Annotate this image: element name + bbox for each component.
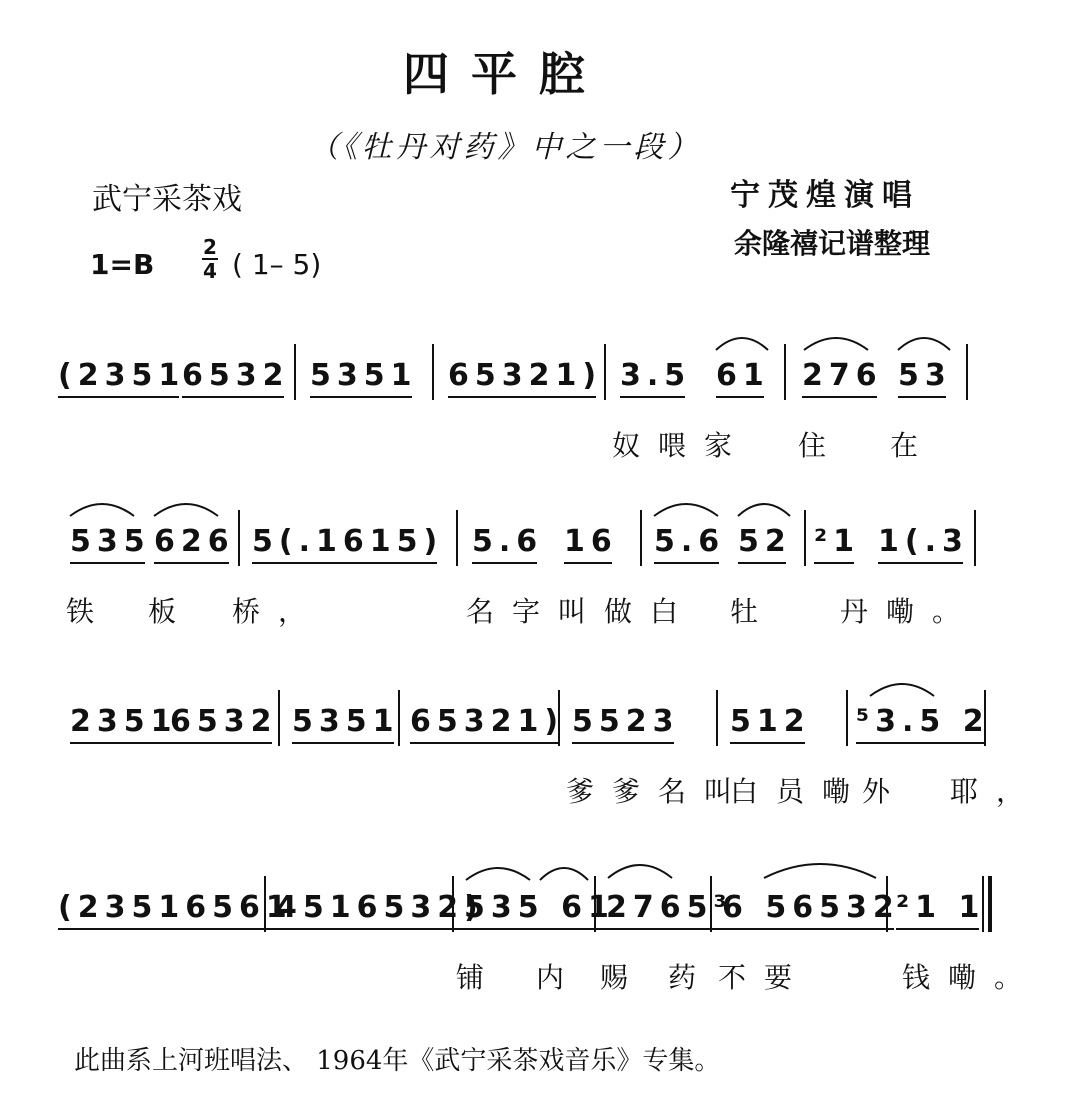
lyric: 铺 <box>456 961 503 994</box>
barline <box>710 876 712 932</box>
note-group: 535 61 <box>464 890 615 925</box>
note-group: 65321) <box>448 358 602 393</box>
lyric: 药 <box>668 961 715 994</box>
slur-mark <box>760 856 880 882</box>
lyric: 白员嘞 <box>730 775 869 808</box>
note-group: 5.6 <box>654 524 725 559</box>
time-signature-bottom: 4 <box>203 259 217 283</box>
duration-underline <box>722 928 894 930</box>
duration-underline <box>252 562 437 564</box>
barline <box>984 690 986 746</box>
lyric: 住 <box>798 429 845 462</box>
note-group: 5(.1615) <box>252 524 443 559</box>
barline <box>238 510 240 566</box>
time-signature-top: 2 <box>203 235 217 259</box>
note-group: 2351 <box>70 704 178 739</box>
duration-underline <box>730 742 805 744</box>
duration-underline <box>182 396 284 398</box>
lyric: 内 <box>536 961 583 994</box>
note-group: 535 <box>70 524 151 559</box>
note-group: 65321) <box>410 704 564 739</box>
note-group: 5.6 <box>472 524 543 559</box>
slur-mark <box>894 330 954 354</box>
barline <box>640 510 642 566</box>
note-group: (2351 <box>58 358 185 393</box>
lyric: 桥， <box>232 595 325 628</box>
singer-credit: 宁茂煌演唱 <box>730 178 920 213</box>
note-group: 3.5 <box>620 358 691 393</box>
barline <box>974 510 976 566</box>
note-group: ²1 <box>814 524 860 559</box>
note-group: 61 <box>716 358 770 393</box>
duration-underline <box>58 396 179 398</box>
note-group: 2765³ <box>606 890 733 925</box>
slur-mark <box>800 330 872 354</box>
note-group: 5351 <box>292 704 400 739</box>
note-group: 53 <box>898 358 952 393</box>
barline <box>558 690 560 746</box>
lyric: 外 <box>862 775 909 808</box>
barline <box>966 344 968 400</box>
slur-mark <box>650 496 722 520</box>
duration-underline <box>410 742 558 744</box>
note-group: 52 <box>738 524 792 559</box>
barline <box>804 510 806 566</box>
duration-underline <box>276 928 478 930</box>
lyric: 奴喂家 <box>612 429 751 462</box>
duration-underline <box>814 562 854 564</box>
note-group: 4516532) <box>276 890 484 925</box>
duration-underline <box>170 742 272 744</box>
duration-underline <box>716 396 764 398</box>
time-signature <box>200 236 220 282</box>
duration-underline <box>654 562 719 564</box>
barline <box>264 876 266 932</box>
lyric: 铁 <box>66 595 113 628</box>
barline <box>294 344 296 400</box>
lyric: 牡 <box>730 595 777 628</box>
lyric: 板 <box>148 595 195 628</box>
duration-underline <box>448 396 596 398</box>
barline <box>604 344 606 400</box>
genre-label: 武宁采茶戏 <box>92 182 242 217</box>
duration-underline <box>898 396 946 398</box>
barline <box>846 690 848 746</box>
intro-notes: ( 1– 5) <box>232 248 322 281</box>
lyric: 耶， <box>950 775 1043 808</box>
barline <box>784 344 786 400</box>
lyric: 爹爹名叫 <box>566 775 751 808</box>
note-group: 276 <box>802 358 883 393</box>
note-group: (23516561 <box>58 890 293 925</box>
barline <box>432 344 434 400</box>
slur-mark <box>66 496 138 520</box>
slur-mark <box>150 496 222 520</box>
duration-underline <box>606 928 727 930</box>
duration-underline <box>802 396 877 398</box>
final-double-barline <box>982 876 992 932</box>
duration-underline <box>564 562 612 564</box>
duration-underline <box>292 742 394 744</box>
duration-underline <box>620 396 685 398</box>
duration-underline <box>70 742 172 744</box>
duration-underline <box>154 562 229 564</box>
duration-underline <box>572 742 674 744</box>
note-group: ²1 1 <box>896 890 985 925</box>
note-group: 6532 <box>170 704 278 739</box>
arranger-credit: 余隆禧记谱整理 <box>734 227 931 260</box>
duration-underline <box>58 928 287 930</box>
lyric: 丹嘞。 <box>840 595 979 628</box>
note-group: 512 <box>730 704 811 739</box>
note-group: 626 <box>154 524 235 559</box>
footnote: 此曲系上河班唱法、 1964年《武宁采茶戏音乐》专集。 <box>74 1046 721 1076</box>
barline <box>398 690 400 746</box>
lyric: 钱嘞。 <box>902 961 1041 994</box>
lyric: 在 <box>890 429 937 462</box>
note-group: 1(.3 <box>878 524 969 559</box>
duration-underline <box>472 562 537 564</box>
slur-mark <box>536 860 592 884</box>
slur-mark <box>462 860 534 884</box>
note-group: 6532 <box>182 358 290 393</box>
note-group: 5351 <box>310 358 418 393</box>
key-signature: 1=B <box>90 248 155 281</box>
barline <box>594 876 596 932</box>
duration-underline <box>464 928 609 930</box>
note-group: 5523 <box>572 704 680 739</box>
note-group: ⁵3.5 2 <box>856 704 990 739</box>
lyric: 不要 <box>718 961 811 994</box>
barline <box>716 690 718 746</box>
slur-mark <box>712 330 772 354</box>
barline <box>456 510 458 566</box>
lyric: 名字叫做白 <box>466 595 697 628</box>
slur-mark <box>866 676 938 700</box>
page-title: 四平腔 <box>403 47 607 101</box>
slur-mark <box>604 856 676 882</box>
duration-underline <box>310 396 412 398</box>
duration-underline <box>738 562 786 564</box>
barline <box>886 876 888 932</box>
lyric: 赐 <box>600 961 647 994</box>
barline <box>278 690 280 746</box>
note-group: 6 56532 <box>722 890 900 925</box>
duration-underline <box>856 742 984 744</box>
barline <box>452 876 454 932</box>
duration-underline <box>878 562 963 564</box>
duration-underline <box>70 562 145 564</box>
note-group: 16 <box>564 524 618 559</box>
slur-mark <box>734 496 794 520</box>
subtitle: （《牡丹对药》中之一段） <box>308 130 702 165</box>
duration-underline <box>896 928 979 930</box>
